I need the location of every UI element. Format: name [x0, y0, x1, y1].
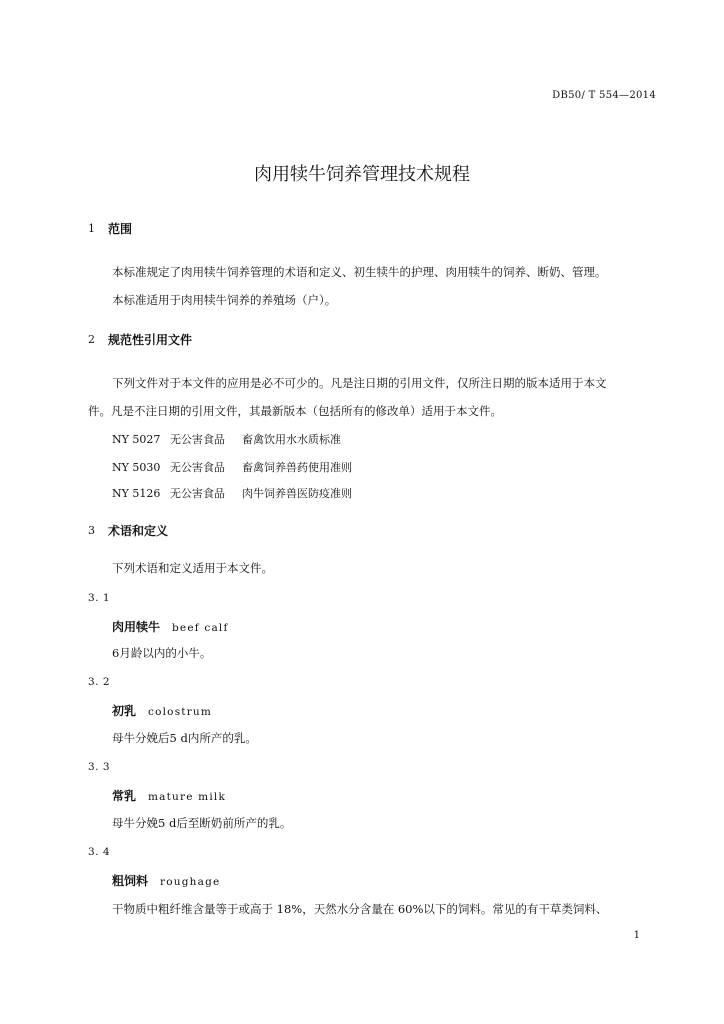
term-chinese: 初乳: [112, 704, 137, 718]
term-definition: 母牛分娩后5 d内所产的乳。: [112, 731, 257, 745]
reference-item: [112, 459, 352, 475]
reference-source: 无公害食品: [170, 487, 225, 500]
document-title: 肉用犊牛饲养管理技术规程: [254, 164, 470, 185]
term-english: beef calf: [172, 622, 229, 634]
standard-code: DB50/ T 554—2014: [552, 90, 656, 101]
term-heading: [112, 787, 226, 804]
term-chinese: 粗饲料: [112, 874, 149, 888]
reference-title: 肉牛饲养兽医防疫准则: [242, 487, 352, 500]
term-number: 3. 3: [88, 761, 111, 773]
scope-paragraph: 本标准适用于肉用犊牛饲养的养殖场（户）。: [112, 293, 337, 307]
section-number: 3: [88, 524, 95, 537]
reference-source: 无公害食品: [170, 461, 225, 474]
references-intro: 下列文件对于本文件的应用是必不可少的。凡是注日期的引用文件，仅所注日期的版本适用于本文: [112, 376, 607, 390]
term-definition: 母牛分娩5 d后至断奶前所产的乳。: [112, 816, 292, 830]
page-number: 1: [633, 930, 640, 941]
term-english: roughage: [160, 876, 221, 888]
reference-code: NY 5030: [112, 461, 161, 474]
section-heading: 范围: [108, 222, 133, 236]
section-number: 2: [88, 333, 95, 346]
reference-code: NY 5126: [112, 487, 161, 500]
section-heading: 规范性引用文件: [108, 333, 193, 347]
reference-code: NY 5027: [112, 433, 161, 446]
term-heading: [112, 618, 229, 635]
term-definition: 干物质中粗纤维含量等于或高于 18%，天然水分含量在 60%以下的饲料。常见的有干草类饲料、: [112, 902, 608, 916]
term-definition: 6月龄以内的小牛。: [112, 646, 212, 660]
scope-paragraph: 本标准规定了肉用犊牛饲养管理的术语和定义、初生犊牛的护理、肉用犊牛的饲养、断奶、管理。: [112, 265, 607, 279]
term-chinese: 肉用犊牛: [112, 620, 161, 634]
term-english: mature milk: [148, 791, 227, 803]
reference-title: 畜禽饲养兽药使用准则: [242, 461, 352, 474]
term-chinese: 常乳: [112, 789, 137, 803]
term-number: 3. 4: [88, 846, 111, 858]
terms-intro: 下列术语和定义适用于本文件。: [112, 561, 273, 575]
reference-source: 无公害食品: [170, 433, 225, 446]
references-intro-continued: 件。凡是不注日期的引用文件，其最新版本（包括所有的修改单）适用于本文件。: [88, 404, 502, 418]
section-number: 1: [88, 222, 95, 235]
term-heading: [112, 702, 212, 719]
term-heading: [112, 872, 220, 889]
section-heading: 术语和定义: [108, 524, 169, 538]
term-english: colostrum: [148, 706, 213, 718]
reference-item: [112, 485, 352, 501]
term-number: 3. 1: [88, 592, 111, 604]
term-number: 3. 2: [88, 676, 111, 688]
reference-title: 畜禽饮用水水质标准: [242, 433, 341, 446]
reference-item: [112, 431, 341, 447]
